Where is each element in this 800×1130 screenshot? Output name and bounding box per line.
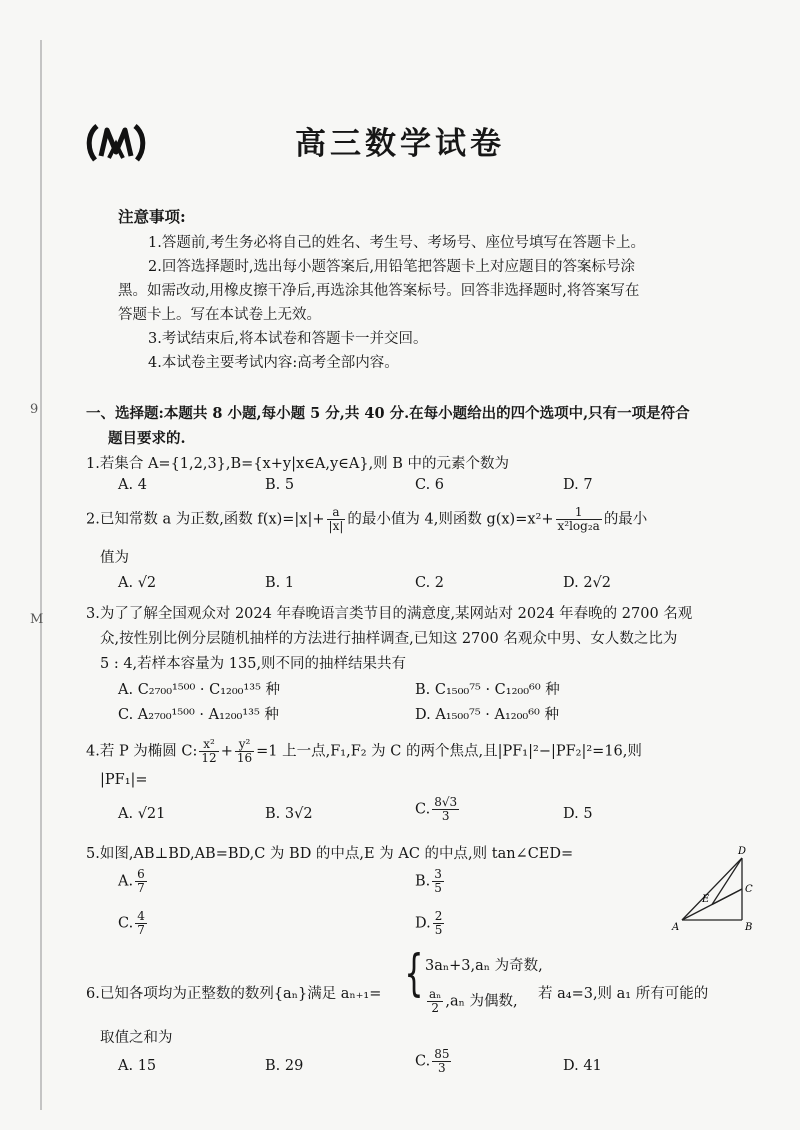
- q6-brace: {: [404, 944, 424, 1002]
- q6-case-even: [425, 988, 518, 1015]
- q1-option-a: A. 4: [118, 477, 147, 493]
- q4-option-c-den: 3: [441, 809, 450, 824]
- q3-stem: 3.为了了解全国观众对 2024 年春晚语言类节目的满意度,某网站对 2024 年春晚的 2700 名观: [86, 606, 693, 622]
- q4-fraction-1: [199, 738, 218, 765]
- q4-plus: +: [220, 743, 233, 760]
- q5-option-c-den: 7: [137, 923, 145, 938]
- q4-stem: [86, 738, 642, 765]
- q2-option-d: D. 2√2: [563, 575, 612, 591]
- q5-option-a-letter: A.: [118, 873, 134, 890]
- q5-option-d-fraction: [433, 910, 445, 937]
- q6-case-even-den: 2: [431, 1001, 439, 1016]
- notice-item-1: 1.答题前,考生务必将自己的姓名、考生号、考场号、座位号填写在答题卡上。: [148, 235, 645, 251]
- q5-option-c-num: 4: [137, 909, 145, 923]
- q4-option-a: A. √21: [118, 806, 166, 822]
- q6-option-b: B. 29: [265, 1058, 304, 1074]
- q2-option-b: B. 1: [265, 575, 295, 591]
- q6-case-odd: 3aₙ+3,aₙ 为奇数,: [425, 958, 543, 974]
- q5-option-d-num: 2: [434, 909, 443, 923]
- q4-fraction-1-den: 12: [201, 751, 217, 766]
- section1-heading-cont: 题目要求的.: [108, 430, 186, 447]
- q6-option-a: A. 15: [118, 1058, 157, 1074]
- q6-option-c-den: 3: [438, 1061, 446, 1076]
- q6-option-c-fraction: [432, 1048, 451, 1075]
- q2-stem: [86, 506, 647, 533]
- q6-case-even-fraction: [427, 988, 443, 1015]
- q4-fraction-2-den: 16: [236, 751, 253, 766]
- q4-option-c-fraction: [432, 796, 459, 823]
- q5-option-d-letter: D.: [415, 915, 431, 932]
- notice-item-2-cont: 黑。如需改动,用橡皮擦干净后,再选涂其他答案标号。回答非选择题时,将答案写在: [118, 283, 640, 299]
- binding-line: [40, 40, 42, 1110]
- q2-fraction-1-num: a: [327, 506, 346, 520]
- q4-stem-part-b: =1 上一点,F₁,F₂ 为 C 的两个焦点,且|PF₁|²−|PF₂|²=16,则: [256, 743, 642, 760]
- q5-option-c-letter: C.: [118, 915, 134, 932]
- notice-item-2: 2.回答选择题时,选出每小题答案后,用铅笔把答题卡上对应题目的答案标号涂: [148, 259, 636, 275]
- q5-stem: 5.如图,AB⊥BD,AB=BD,C 为 BD 的中点,E 为 AC 的中点,则 tan∠CED=: [86, 846, 574, 862]
- q2-stem-part-b: 的最小值为 4,则函数 g(x)=x²+: [347, 511, 554, 528]
- q5-option-b-num: 3: [434, 867, 442, 881]
- q4-option-b: B. 3√2: [265, 806, 313, 822]
- segment-ed: [712, 858, 742, 905]
- q2-stem-part-a: 2.已知常数 a 为正数,函数 f(x)=|x|+: [86, 511, 325, 528]
- q5-option-c: [118, 910, 149, 937]
- margin-mark-2: M: [30, 612, 44, 627]
- q2-fraction-1: [327, 506, 346, 533]
- q4-stem-cont: |PF₁|=: [100, 772, 148, 788]
- q4-option-c-letter: C.: [415, 801, 431, 818]
- notice-heading: 注意事项:: [118, 207, 186, 226]
- q5-option-b-den: 5: [434, 881, 442, 896]
- q2-stem-cont: 值为: [100, 550, 129, 566]
- label-e: E: [702, 894, 710, 905]
- margin-mark-1: 9: [30, 402, 39, 417]
- label-d: D: [738, 846, 747, 857]
- q5-option-b: [415, 868, 446, 895]
- q6-option-c: [415, 1048, 453, 1075]
- q6-case-even-num: aₙ: [429, 987, 442, 1001]
- q5-option-a: [118, 868, 149, 895]
- q5-option-a-num: 6: [137, 867, 145, 881]
- q6-stem-cont: 取值之和为: [100, 1030, 173, 1046]
- q4-fraction-2-num: y²: [235, 738, 254, 752]
- q2-fraction-2-num: 1: [556, 506, 602, 520]
- q4-option-c-num: 8√3: [434, 795, 458, 809]
- q2-option-c: C. 2: [415, 575, 445, 591]
- q6-stem-part-b: 若 a₄=3,则 a₁ 所有可能的: [538, 986, 709, 1002]
- q3-option-c: C. A₂₇₀₀¹⁵⁰⁰ · A₁₂₀₀¹³⁵ 种: [118, 707, 279, 723]
- q6-option-c-num: 85: [434, 1047, 450, 1061]
- segment-ad: [682, 858, 742, 920]
- q5-option-a-den: 7: [137, 881, 145, 896]
- q5-option-b-letter: B.: [415, 873, 431, 890]
- q2-fraction-2-den: x²log₂a: [557, 519, 600, 534]
- q3-stem-cont-1: 众,按性别比例分层随机抽样的方法进行抽样调查,已知这 2700 名观众中男、女人数之比为: [100, 631, 678, 647]
- q2-stem-part-c: 的最小: [603, 511, 648, 528]
- q6-case-even-text: ,aₙ 为偶数,: [445, 993, 518, 1010]
- q2-fraction-2: [556, 506, 602, 533]
- label-a: A: [672, 922, 680, 933]
- q1-option-b: B. 5: [265, 477, 295, 493]
- q3-option-d: D. A₁₅₀₀⁷⁵ · A₁₂₀₀⁶⁰ 种: [415, 707, 559, 723]
- q4-stem-part-a: 4.若 P 为椭圆 C:: [86, 743, 198, 760]
- q4-option-d: D. 5: [563, 806, 593, 822]
- q2-fraction-1-den: |x|: [328, 519, 344, 534]
- q3-option-b: B. C₁₅₀₀⁷⁵ · C₁₂₀₀⁶⁰ 种: [415, 682, 560, 698]
- page-title: 高三数学试卷: [295, 126, 505, 162]
- notice-item-4: 4.本试卷主要考试内容:高考全部内容。: [148, 355, 399, 371]
- q6-option-d: D. 41: [563, 1058, 602, 1074]
- q5-option-c-fraction: [135, 910, 147, 937]
- q2-option-a: A. √2: [118, 575, 157, 591]
- q4-fraction-2: [235, 738, 254, 765]
- q1-option-c: C. 6: [415, 477, 445, 493]
- q1-stem: 1.若集合 A={1,2,3},B={x+y|x∈A,y∈A},则 B 中的元素个数为: [86, 456, 510, 472]
- q6-stem: 6.已知各项均为正整数的数列{aₙ}满足 aₙ₊₁=: [86, 986, 382, 1002]
- section1-heading: 一、选择题:本题共 8 小题,每小题 5 分,共 40 分.在每小题给出的四个选项中,只有一项是符合: [86, 405, 690, 422]
- q4-option-c: [415, 796, 461, 823]
- q5-option-b-fraction: [432, 868, 444, 895]
- q3-stem-cont-2: 5 : 4,若样本容量为 135,则不同的抽样结果共有: [100, 656, 407, 672]
- q5-figure: [670, 840, 770, 935]
- label-c: C: [745, 884, 753, 895]
- notice-item-2-end: 答题卡上。写在本试卷上无效。: [118, 307, 321, 323]
- q5-option-d: [415, 910, 446, 937]
- q3-option-a: A. C₂₇₀₀¹⁵⁰⁰ · C₁₂₀₀¹³⁵ 种: [118, 682, 281, 698]
- q4-fraction-1-num: x²: [199, 738, 218, 752]
- label-b: B: [745, 922, 753, 933]
- q5-option-d-den: 5: [434, 923, 443, 938]
- q6-option-c-letter: C.: [415, 1053, 431, 1070]
- notice-item-3: 3.考试结束后,将本试卷和答题卡一并交回。: [148, 331, 428, 347]
- q1-option-d: D. 7: [563, 477, 593, 493]
- q5-option-a-fraction: [135, 868, 147, 895]
